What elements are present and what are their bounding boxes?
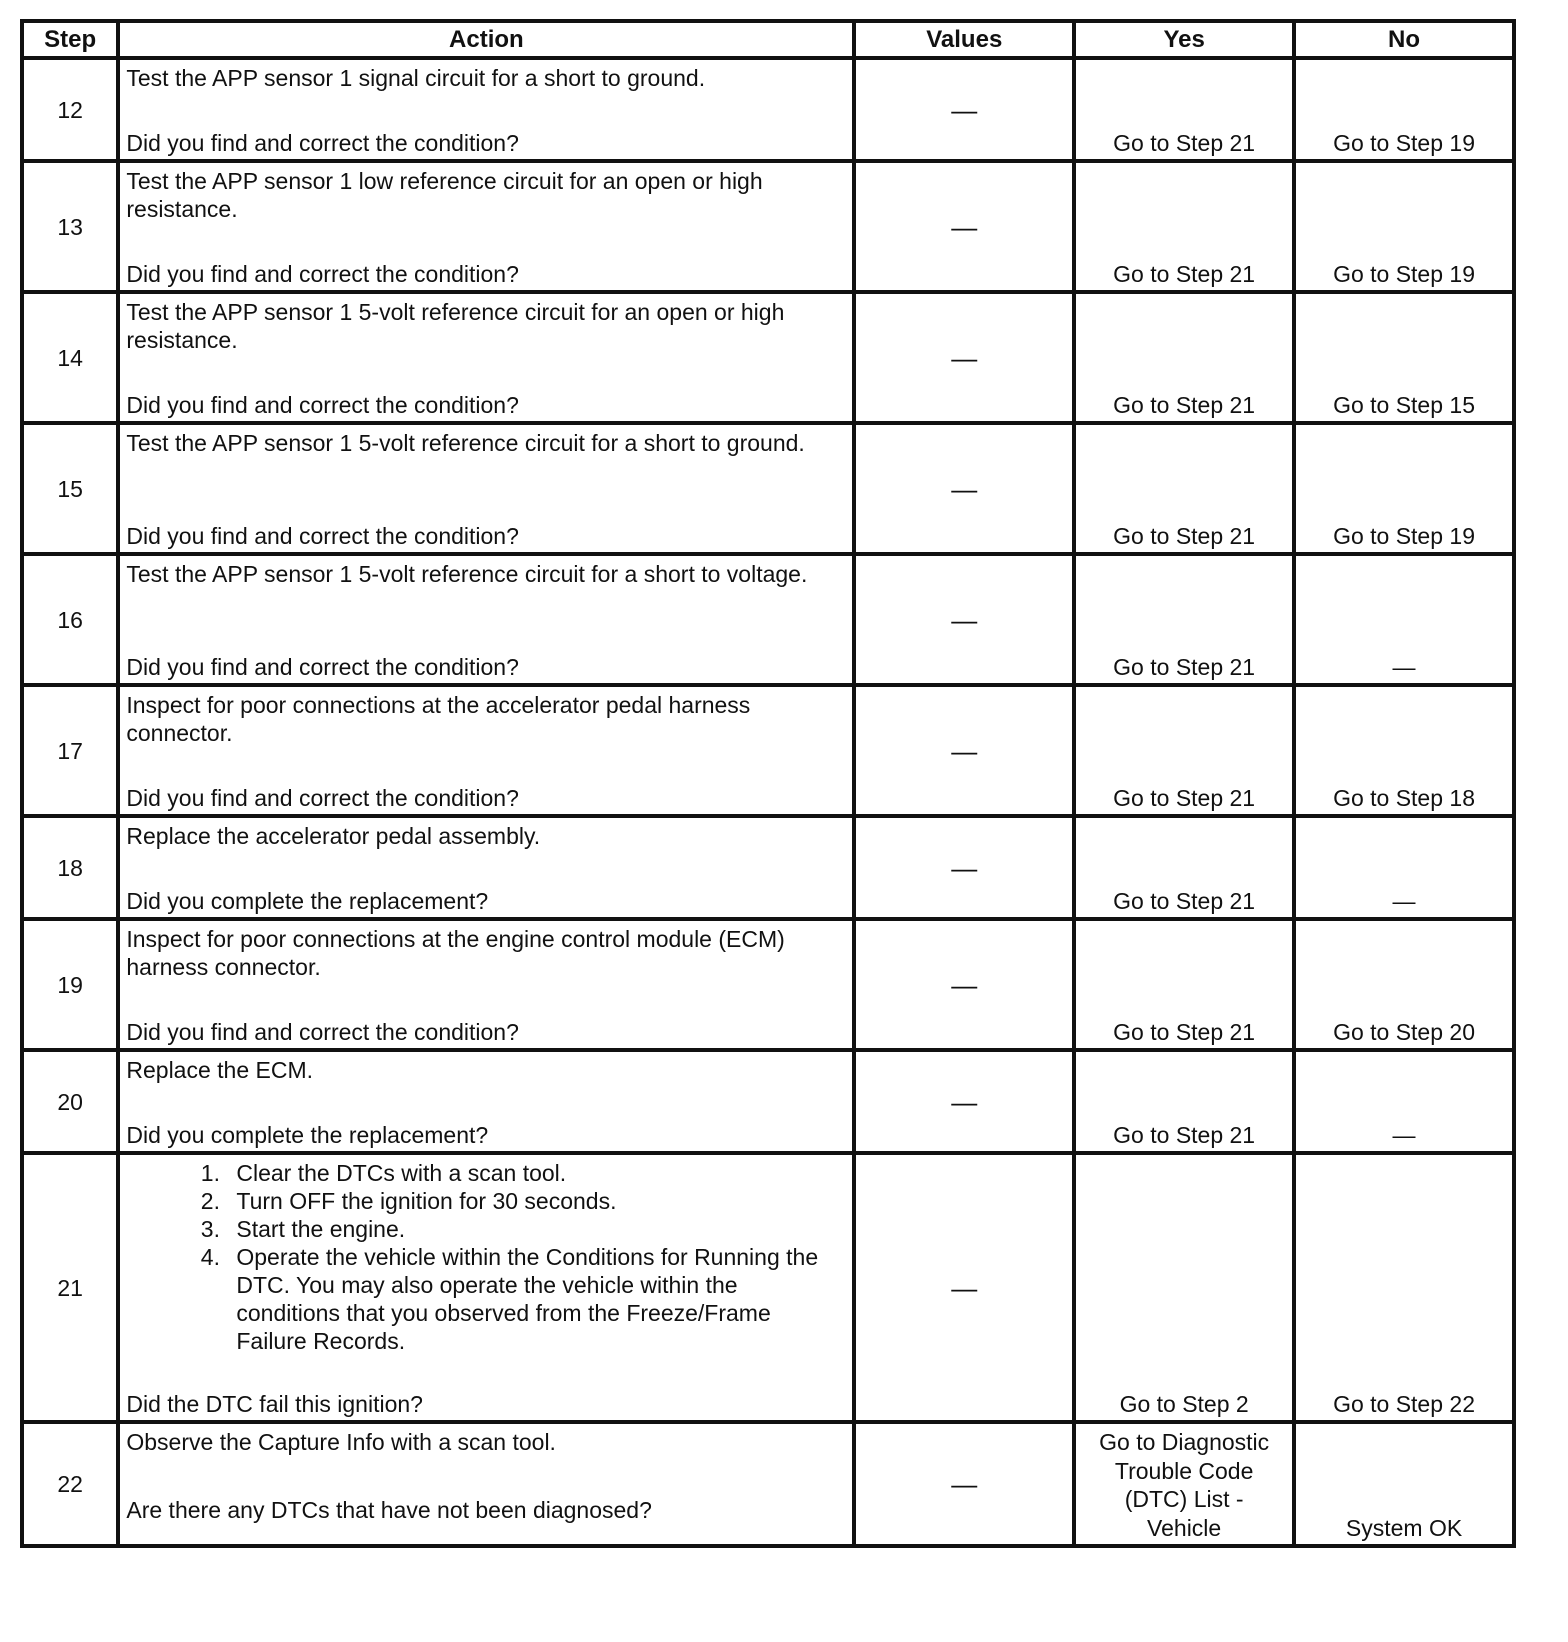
action-question: Did you find and correct the condition? [126, 785, 519, 811]
header-no: No [1294, 21, 1514, 58]
yes-cell [1074, 554, 1294, 685]
yes-cell [1074, 685, 1294, 816]
procedure-list [126, 1159, 846, 1355]
header-step: Step [22, 21, 118, 58]
value-cell: — [854, 816, 1074, 919]
step-number: 12 [22, 58, 118, 161]
yes-link[interactable]: Go to Step 21 [1113, 261, 1256, 287]
step-number: 20 [22, 1050, 118, 1153]
step-number: 16 [22, 554, 118, 685]
no-link[interactable]: Go to Step 19 [1333, 261, 1475, 287]
action-cell [118, 1153, 854, 1422]
step-number: 14 [22, 292, 118, 423]
action-text: Inspect for poor connections at the engine control module (ECM) harness connector. [126, 926, 785, 980]
yes-line: Go to Diagnostic [1099, 1429, 1270, 1455]
yes-line: Trouble Code [1114, 1457, 1254, 1484]
header-yes: Yes [1074, 21, 1294, 58]
table-row [22, 423, 1514, 554]
action-question: Are there any DTCs that have not been diagnosed? [126, 1497, 652, 1523]
action-text: Test the APP sensor 1 signal circuit for a short to ground. [126, 65, 706, 91]
yes-cell [1074, 1050, 1294, 1153]
action-cell [118, 919, 854, 1050]
list-item: 1. Clear the DTCs with a scan tool. [226, 1159, 846, 1187]
yes-link[interactable]: Go to Step 2 [1119, 1391, 1249, 1417]
action-question: Did you complete the replacement? [126, 1122, 489, 1148]
yes-link[interactable]: Go to Step 21 [1113, 888, 1256, 914]
action-question: Did you find and correct the condition? [126, 1019, 519, 1045]
yes-link[interactable]: Go to Step 21 [1113, 130, 1256, 156]
no-link[interactable]: Go to Step 19 [1333, 130, 1475, 156]
step-number: 21 [22, 1153, 118, 1422]
table-row [22, 554, 1514, 685]
value-cell: — [854, 58, 1074, 161]
yes-link[interactable]: Go to Step 21 [1113, 523, 1256, 549]
value-cell: — [854, 554, 1074, 685]
no-link[interactable]: Go to Step 22 [1333, 1391, 1475, 1417]
no-cell [1294, 1422, 1514, 1546]
no-cell [1294, 919, 1514, 1050]
yes-link[interactable]: Go to Step 21 [1113, 654, 1256, 680]
action-question: Did you find and correct the condition? [126, 392, 519, 418]
no-cell [1294, 292, 1514, 423]
yes-link[interactable]: Go to Step 21 [1113, 1122, 1256, 1148]
table-row [22, 292, 1514, 423]
step-number: 22 [22, 1422, 118, 1546]
step-number: 19 [22, 919, 118, 1050]
no-value: — [1392, 1122, 1416, 1148]
yes-link[interactable]: Go to Step 21 [1113, 392, 1256, 418]
table-row [22, 816, 1514, 919]
no-link[interactable]: Go to Step 20 [1333, 1019, 1475, 1045]
action-question: Did you find and correct the condition? [126, 261, 519, 287]
value-cell: — [854, 423, 1074, 554]
no-cell [1294, 161, 1514, 292]
step-number: 15 [22, 423, 118, 554]
table-row [22, 1153, 1514, 1422]
yes-cell [1074, 1422, 1294, 1546]
action-text: Inspect for poor connections at the accelerator pedal harness connector. [126, 692, 751, 746]
value-cell: — [854, 685, 1074, 816]
value-cell: — [854, 161, 1074, 292]
action-cell [118, 58, 854, 161]
action-cell [118, 1422, 854, 1546]
table-row [22, 685, 1514, 816]
no-link[interactable]: Go to Step 19 [1333, 523, 1475, 549]
value-cell: — [854, 1050, 1074, 1153]
action-cell [118, 1050, 854, 1153]
no-cell [1294, 58, 1514, 161]
list-item: 3. Start the engine. [226, 1215, 846, 1243]
value-cell: — [854, 919, 1074, 1050]
table-row [22, 1050, 1514, 1153]
table-row [22, 58, 1514, 161]
yes-link[interactable]: Go to Step 21 [1113, 1019, 1256, 1045]
no-value: — [1392, 654, 1416, 680]
action-text: Observe the Capture Info with a scan tool. [126, 1429, 556, 1455]
step-number: 17 [22, 685, 118, 816]
no-cell [1294, 554, 1514, 685]
value-cell: — [854, 1422, 1074, 1546]
action-question: Did you find and correct the condition? [126, 130, 519, 156]
action-question: Did you find and correct the condition? [126, 523, 519, 549]
yes-cell [1074, 161, 1294, 292]
diagnostic-table [20, 19, 1516, 1548]
list-item: 4. Operate the vehicle within the Conditions for Running the DTC. You may also operate the vehicle within the conditions that you observed from the Freeze/Frame Failure Records. [226, 1243, 846, 1355]
header-action: Action [118, 21, 854, 58]
action-question: Did the DTC fail this ignition? [126, 1391, 423, 1417]
yes-cell [1074, 58, 1294, 161]
no-cell [1294, 816, 1514, 919]
action-text: Test the APP sensor 1 5-volt reference circuit for a short to ground. [126, 430, 805, 456]
action-cell [118, 161, 854, 292]
no-value: — [1392, 888, 1416, 914]
yes-line: (DTC) List - [1124, 1486, 1244, 1512]
no-cell [1294, 423, 1514, 554]
yes-cell [1074, 919, 1294, 1050]
no-cell [1294, 685, 1514, 816]
table-row [22, 161, 1514, 292]
value-cell: — [854, 1153, 1074, 1422]
action-text: Test the APP sensor 1 5-volt reference circuit for a short to voltage. [126, 561, 808, 587]
yes-cell [1074, 1153, 1294, 1422]
action-cell [118, 816, 854, 919]
no-link[interactable]: Go to Step 18 [1333, 785, 1475, 811]
header-values: Values [854, 21, 1074, 58]
value-cell: — [854, 292, 1074, 423]
table-row [22, 919, 1514, 1050]
no-link[interactable]: Go to Step 15 [1333, 392, 1475, 418]
no-cell [1294, 1153, 1514, 1422]
action-cell [118, 292, 854, 423]
step-number: 13 [22, 161, 118, 292]
step-number: 18 [22, 816, 118, 919]
action-cell [118, 423, 854, 554]
yes-cell [1074, 816, 1294, 919]
action-text: Test the APP sensor 1 low reference circuit for an open or high resistance. [126, 168, 763, 222]
list-item: 2. Turn OFF the ignition for 30 seconds. [226, 1187, 846, 1215]
header-row [22, 21, 1514, 58]
action-cell [118, 554, 854, 685]
yes-link[interactable] [1076, 1428, 1292, 1542]
action-question: Did you find and correct the condition? [126, 654, 519, 680]
diagnostic-table-container [20, 19, 1516, 1548]
action-text: Test the APP sensor 1 5-volt reference circuit for an open or high resistance. [126, 299, 785, 353]
table-row [22, 1422, 1514, 1546]
no-cell [1294, 1050, 1514, 1153]
action-cell [118, 685, 854, 816]
action-question: Did you complete the replacement? [126, 888, 489, 914]
no-value: System OK [1345, 1515, 1463, 1541]
yes-link[interactable]: Go to Step 21 [1113, 785, 1256, 811]
yes-cell [1074, 423, 1294, 554]
action-text: Replace the accelerator pedal assembly. [126, 823, 541, 849]
yes-cell [1074, 292, 1294, 423]
action-text: Replace the ECM. [126, 1057, 314, 1083]
yes-line: Vehicle [1147, 1514, 1222, 1541]
